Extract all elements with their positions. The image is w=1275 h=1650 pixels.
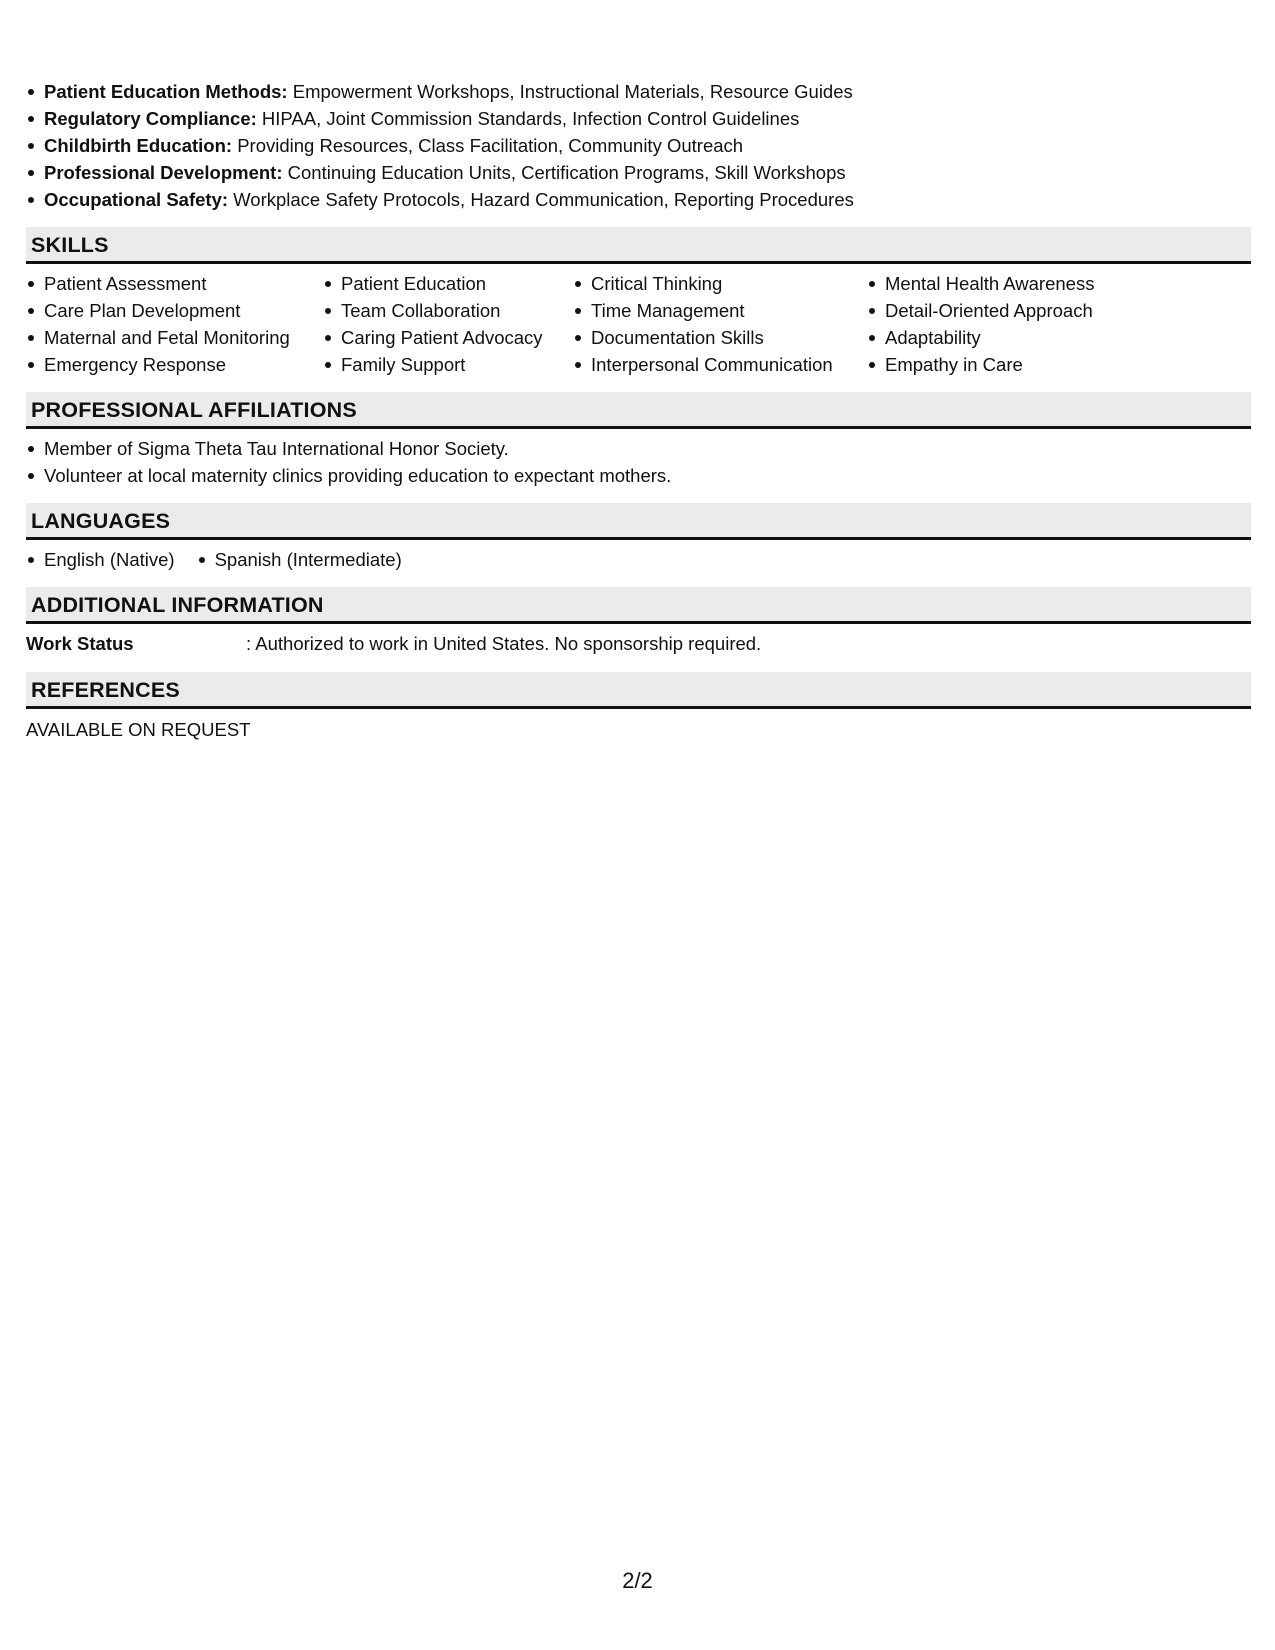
skill-item: Caring Patient Advocacy: [323, 324, 573, 351]
work-status-value: : Authorized to work in United States. No sponsorship required.: [246, 633, 762, 654]
skill-item: Empathy in Care: [867, 351, 1247, 378]
list-item: [26, 105, 1251, 132]
page-number: 2/2: [622, 1568, 653, 1593]
skills-grid: [26, 270, 1251, 378]
item-text: Continuing Education Units, Certification Programs, Skill Workshops: [282, 162, 846, 183]
language-item: English (Native): [26, 546, 175, 573]
skill-item: Emergency Response: [26, 351, 323, 378]
skills-column: [323, 270, 573, 378]
item-text: Empowerment Workshops, Instructional Materials, Resource Guides: [287, 81, 853, 102]
list-item: [26, 159, 1251, 186]
skill-item: Patient Education: [323, 270, 573, 297]
additional-info-heading: ADDITIONAL INFORMATION: [26, 587, 1251, 624]
skills-heading: SKILLS: [26, 227, 1251, 264]
language-item: Spanish (Intermediate): [197, 546, 402, 573]
item-label: Occupational Safety:: [44, 189, 229, 210]
skill-item: Time Management: [573, 297, 867, 324]
item-label: Professional Development:: [44, 162, 283, 183]
skill-item: Team Collaboration: [323, 297, 573, 324]
item-label: Regulatory Compliance:: [44, 108, 257, 129]
languages-heading: LANGUAGES: [26, 503, 1251, 540]
item-text: Providing Resources, Class Facilitation, Community Outreach: [232, 135, 744, 156]
work-status-row: [26, 630, 1251, 657]
item-text: HIPAA, Joint Commission Standards, Infection Control Guidelines: [256, 108, 800, 129]
languages-list: [26, 546, 1251, 573]
list-item: [26, 132, 1251, 159]
skill-item: Interpersonal Communication: [573, 351, 867, 378]
skill-item: Documentation Skills: [573, 324, 867, 351]
work-status-label: Work Status: [26, 633, 134, 654]
affiliations-heading: PROFESSIONAL AFFILIATIONS: [26, 392, 1251, 429]
skills-column: [867, 270, 1247, 378]
affiliation-item: Member of Sigma Theta Tau International Honor Society.: [26, 435, 1251, 462]
affiliation-item: Volunteer at local maternity clinics providing education to expectant mothers.: [26, 462, 1251, 489]
item-label: Patient Education Methods:: [44, 81, 288, 102]
skill-item: Critical Thinking: [573, 270, 867, 297]
skill-item: Patient Assessment: [26, 270, 323, 297]
references-heading: REFERENCES: [26, 672, 1251, 709]
skills-column: [26, 270, 323, 378]
skill-item: Mental Health Awareness: [867, 270, 1247, 297]
skill-item: Care Plan Development: [26, 297, 323, 324]
skill-item: Adaptability: [867, 324, 1247, 351]
item-text: Workplace Safety Protocols, Hazard Communication, Reporting Procedures: [228, 189, 854, 210]
expertise-list: [26, 78, 1251, 213]
resume-page: [26, 78, 1251, 743]
references-text: AVAILABLE ON REQUEST: [26, 719, 251, 740]
list-item: [26, 78, 1251, 105]
list-item: [26, 186, 1251, 213]
item-label: Childbirth Education:: [44, 135, 233, 156]
affiliations-list: [26, 435, 1251, 489]
skill-item: Maternal and Fetal Monitoring: [26, 324, 323, 351]
skill-item: Detail-Oriented Approach: [867, 297, 1247, 324]
skill-item: Family Support: [323, 351, 573, 378]
skills-column: [573, 270, 867, 378]
